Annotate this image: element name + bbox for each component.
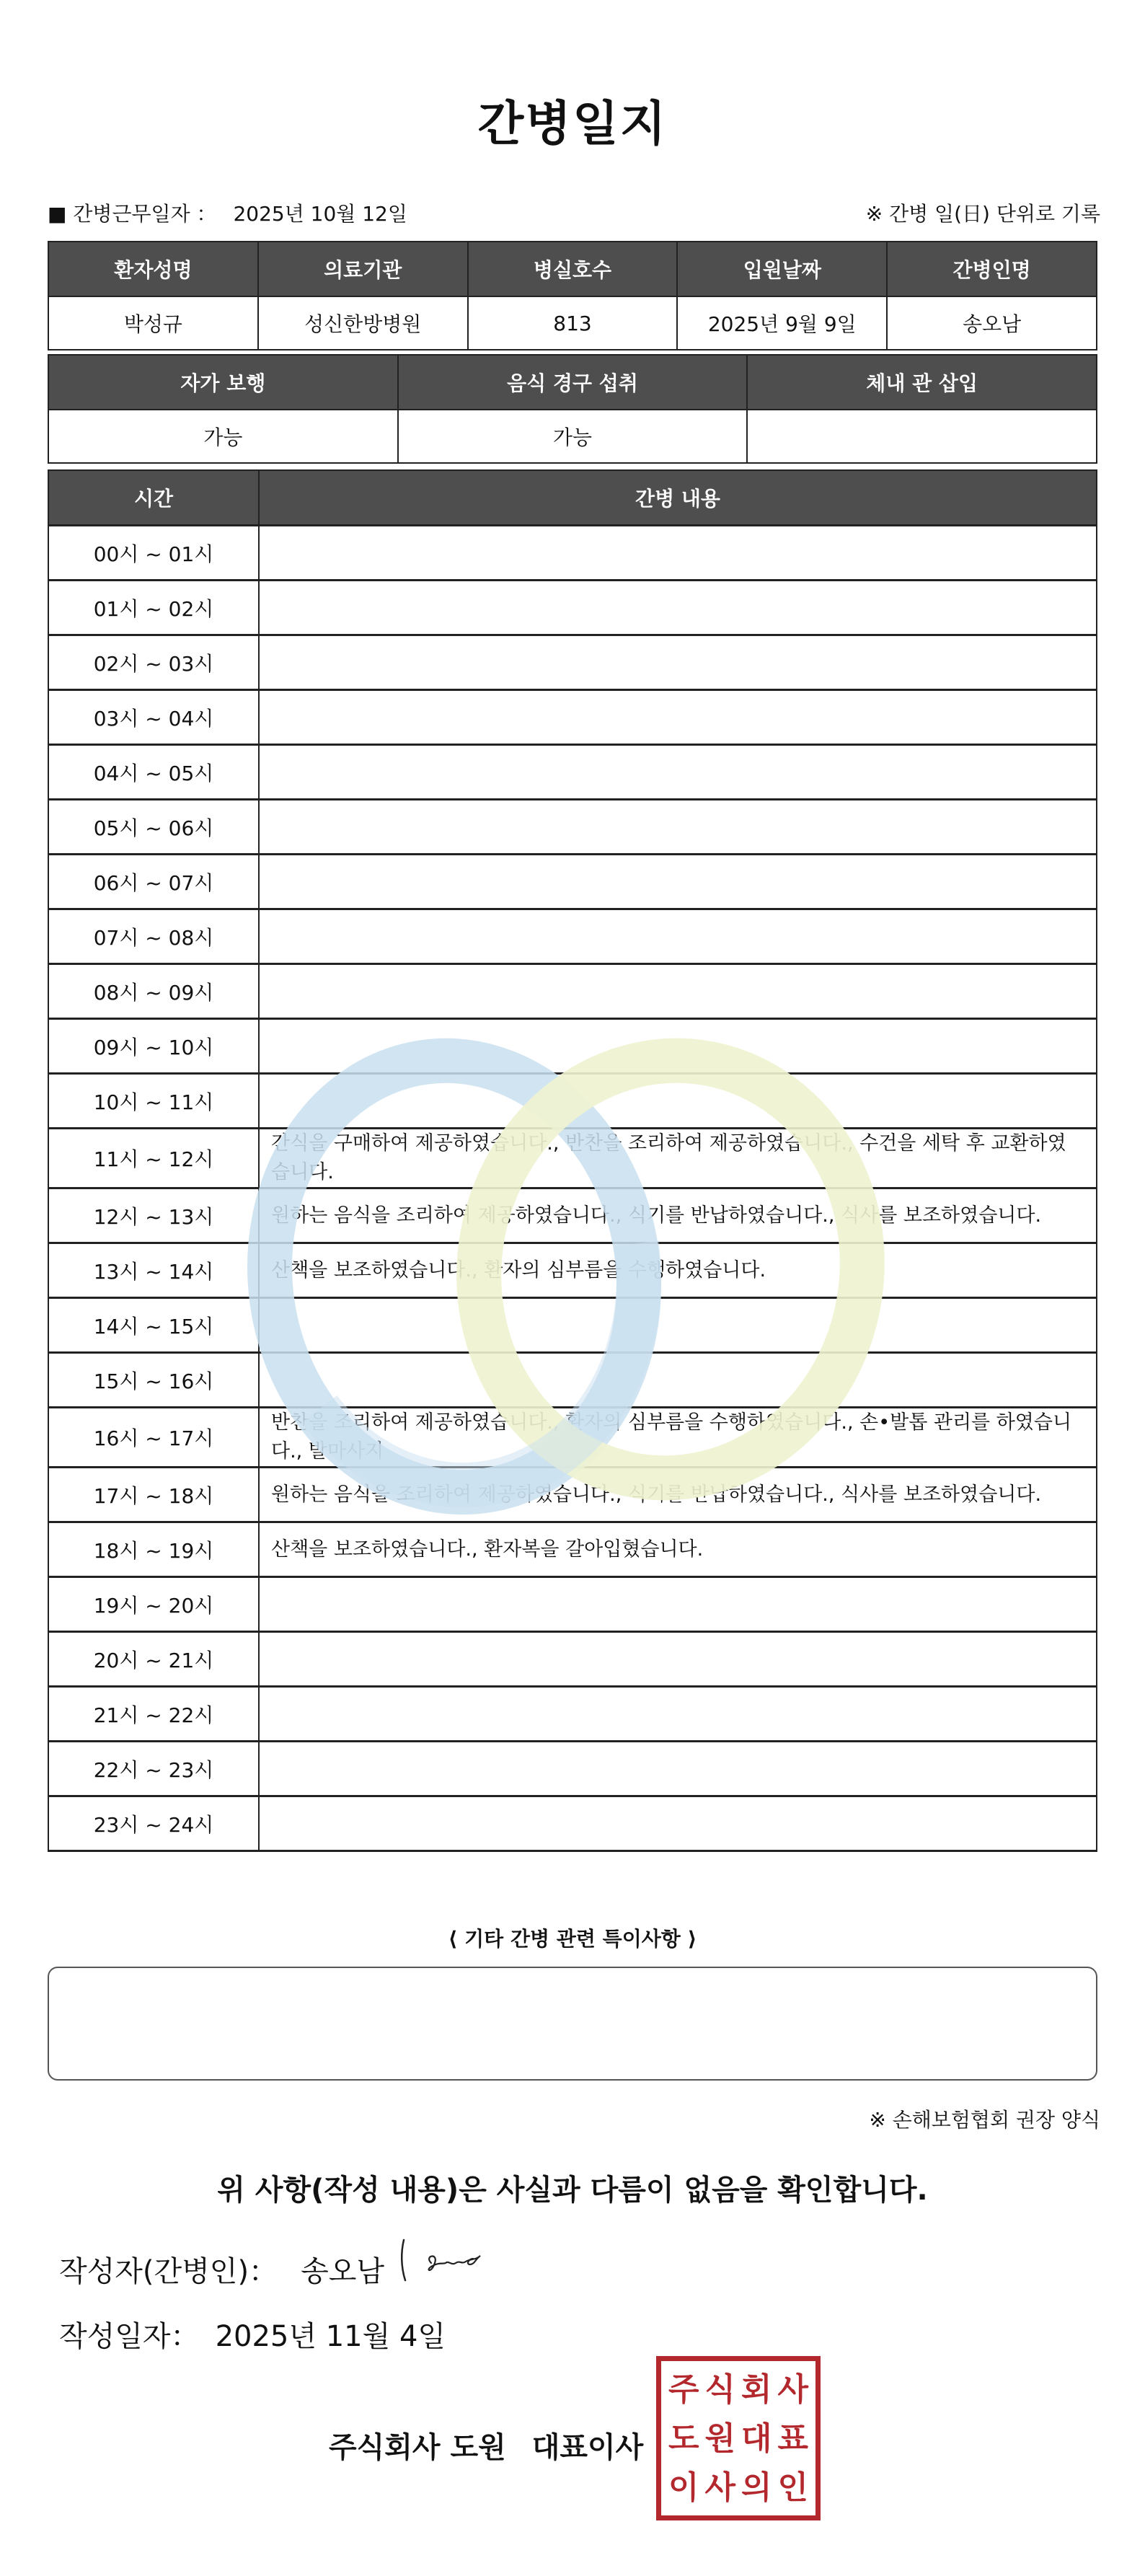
header-self-walking: 자가 보행 (48, 355, 398, 410)
care-log-row (48, 1632, 1097, 1687)
oral-intake: 가능 (398, 410, 748, 463)
care-log-content[interactable] (259, 635, 1097, 690)
care-log-content[interactable] (259, 855, 1097, 909)
care-log-time: 03시 ~ 04시 (48, 690, 259, 745)
care-log-time: 07시 ~ 08시 (48, 909, 259, 964)
write-date-line (59, 2313, 446, 2355)
patient-info-value-row (48, 296, 1097, 350)
patient-info-table (48, 241, 1097, 350)
care-log-row (48, 1243, 1097, 1298)
work-date-value: 2025년 10월 12일 (233, 202, 407, 226)
seal-character: 회 (741, 2371, 772, 2408)
company-line (329, 2425, 643, 2466)
care-log-row (48, 800, 1097, 855)
care-log-time: 21시 ~ 22시 (48, 1687, 259, 1742)
care-log-row (48, 1522, 1097, 1577)
care-log-row (48, 964, 1097, 1019)
care-log-content[interactable] (259, 745, 1097, 800)
care-log-time: 08시 ~ 09시 (48, 964, 259, 1019)
care-log-row (48, 745, 1097, 800)
care-log-content[interactable] (259, 1353, 1097, 1408)
care-log-time: 20시 ~ 21시 (48, 1632, 259, 1687)
care-log-row (48, 1577, 1097, 1632)
write-date-value: 2025년 11월 4일 (215, 2320, 446, 2353)
care-log-time: 16시 ~ 17시 (48, 1408, 259, 1468)
care-log-content[interactable]: 산책을 보조하였습니다., 환자복을 갈아입혔습니다. (259, 1522, 1097, 1577)
write-date-label: 작성일자： (59, 2320, 200, 2353)
header-time: 시간 (48, 470, 259, 526)
remarks-title: ⟨ 기타 간병 관련 특이사항 ⟩ (448, 1927, 697, 1951)
care-log-content[interactable] (259, 1019, 1097, 1074)
care-log-row (48, 909, 1097, 964)
caregiver-name: 송오남 (887, 296, 1097, 350)
care-log-content[interactable] (259, 1074, 1097, 1129)
header-admission-date: 입원날짜 (677, 242, 887, 296)
care-log-header-row (48, 470, 1097, 526)
care-log-row (48, 526, 1097, 581)
company-name: 주식회사 도원 (329, 2431, 506, 2464)
tube-insertion (747, 410, 1097, 463)
seal-character: 의 (741, 2469, 772, 2506)
care-log-content[interactable] (259, 1742, 1097, 1796)
care-log-time: 02시 ~ 03시 (48, 635, 259, 690)
seal-character: 이 (668, 2469, 699, 2506)
header-oral-intake: 음식 경구 섭취 (398, 355, 748, 410)
care-log-time: 04시 ~ 05시 (48, 745, 259, 800)
care-log-row (48, 635, 1097, 690)
care-log-content[interactable] (259, 1577, 1097, 1632)
care-log-content[interactable]: 원하는 음식을 조리하여 제공하였습니다., 식기를 반납하였습니다., 식사를 보조하였습니다. (259, 1468, 1097, 1522)
company-ceo-title: 대표이사 (531, 2431, 644, 2464)
company-seal-stamp (656, 2356, 821, 2520)
care-log-time: 13시 ~ 14시 (48, 1243, 259, 1298)
care-log-time: 17시 ~ 18시 (48, 1468, 259, 1522)
header-tube-insertion: 체내 관 삽입 (747, 355, 1097, 410)
writer-name: 송오남 (301, 2255, 384, 2288)
writer-label: 작성자(간병인)： (59, 2255, 278, 2288)
care-log-time: 05시 ~ 06시 (48, 800, 259, 855)
care-log-content[interactable] (259, 526, 1097, 581)
remarks-box[interactable] (48, 1967, 1097, 2081)
care-log-time: 10시 ~ 11시 (48, 1074, 259, 1129)
seal-character: 원 (704, 2420, 735, 2457)
care-log-table (48, 469, 1097, 1852)
patient-info-header-row (48, 242, 1097, 296)
seal-character: 도 (668, 2420, 699, 2457)
seal-character: 사 (704, 2469, 735, 2506)
care-log-time: 15시 ~ 16시 (48, 1353, 259, 1408)
header-hospital: 의료기관 (258, 242, 468, 296)
care-log-row (48, 855, 1097, 909)
care-log-row (48, 1188, 1097, 1243)
care-log-time: 14시 ~ 15시 (48, 1298, 259, 1353)
care-log-time: 18시 ~ 19시 (48, 1522, 259, 1577)
care-log-content[interactable] (259, 909, 1097, 964)
care-log-row (48, 1129, 1097, 1188)
care-log-row (48, 1074, 1097, 1129)
seal-character: 주 (668, 2371, 699, 2408)
care-log-time: 23시 ~ 24시 (48, 1796, 259, 1851)
care-log-row (48, 1468, 1097, 1522)
care-log-time: 22시 ~ 23시 (48, 1742, 259, 1796)
care-log-time: 09시 ~ 10시 (48, 1019, 259, 1074)
care-log-content[interactable] (259, 800, 1097, 855)
writer-line (59, 2249, 384, 2290)
care-log-time: 01시 ~ 02시 (48, 581, 259, 635)
care-log-time: 11시 ~ 12시 (48, 1129, 259, 1188)
patient-ability-table (48, 354, 1097, 464)
work-date-label: ■ 간병근무일자 ： (48, 202, 217, 226)
seal-character: 식 (704, 2371, 735, 2408)
confirmation-statement: 위 사항(작성 내용)은 사실과 다름이 없음을 확인합니다. (217, 2174, 928, 2207)
ability-value-row (48, 410, 1097, 463)
ability-header-row (48, 355, 1097, 410)
page-title: 간병일지 (477, 96, 668, 151)
care-log-content[interactable]: 반찬을 조리하여 제공하였습니다., 환자의 심부름을 수행하였습니다., 손•발톱 관리를 하였습니다., 발마사지 (259, 1408, 1097, 1468)
care-log-content[interactable]: 간식을 구매하여 제공하였습니다., 반찬을 조리하여 제공하였습니다., 수건을 세탁 후 교환하였습니다. (259, 1129, 1097, 1188)
record-unit-note: ※ 간병 일(日) 단위로 기록 (865, 202, 1100, 226)
seal-character: 대 (741, 2420, 772, 2457)
care-log-row (48, 1796, 1097, 1851)
care-log-content[interactable]: 원하는 음식을 조리하여 제공하였습니다., 식기를 반납하였습니다., 식사를 보조하였습니다. (259, 1188, 1097, 1243)
care-log-row (48, 690, 1097, 745)
form-source-note: ※ 손해보험협회 권장 양식 (869, 2108, 1100, 2132)
header-care-content: 간병 내용 (259, 470, 1097, 526)
care-log-content[interactable] (259, 581, 1097, 635)
care-log-row (48, 1353, 1097, 1408)
care-log-row (48, 581, 1097, 635)
care-log-time: 19시 ~ 20시 (48, 1577, 259, 1632)
seal-character: 인 (777, 2469, 808, 2506)
care-log-content[interactable] (259, 964, 1097, 1019)
header-room-number: 병실호수 (468, 242, 678, 296)
care-log-content[interactable] (259, 1632, 1097, 1687)
care-log-time: 06시 ~ 07시 (48, 855, 259, 909)
care-log-content[interactable] (259, 690, 1097, 745)
admission-date: 2025년 9월 9일 (677, 296, 887, 350)
care-log-content[interactable] (259, 1796, 1097, 1851)
care-log-row (48, 1019, 1097, 1074)
patient-name: 박성규 (48, 296, 258, 350)
care-log-content[interactable] (259, 1687, 1097, 1742)
seal-character: 사 (777, 2371, 808, 2408)
room-number: 813 (468, 296, 678, 350)
care-log-row (48, 1742, 1097, 1796)
self-walking: 가능 (48, 410, 398, 463)
care-log-row (48, 1298, 1097, 1353)
care-log-content[interactable]: 산책을 보조하였습니다., 환자의 심부름을 수행하였습니다. (259, 1243, 1097, 1298)
work-date (48, 198, 407, 227)
care-log-time: 00시 ~ 01시 (48, 526, 259, 581)
care-log-body (48, 526, 1097, 1851)
header-patient-name: 환자성명 (48, 242, 258, 296)
header-caregiver-name: 간병인명 (887, 242, 1097, 296)
care-log-row (48, 1687, 1097, 1742)
signature (395, 2234, 503, 2285)
care-log-time: 12시 ~ 13시 (48, 1188, 259, 1243)
seal-character: 표 (777, 2420, 808, 2457)
care-log-row (48, 1408, 1097, 1468)
hospital: 성신한방병원 (258, 296, 468, 350)
care-log-content[interactable] (259, 1298, 1097, 1353)
